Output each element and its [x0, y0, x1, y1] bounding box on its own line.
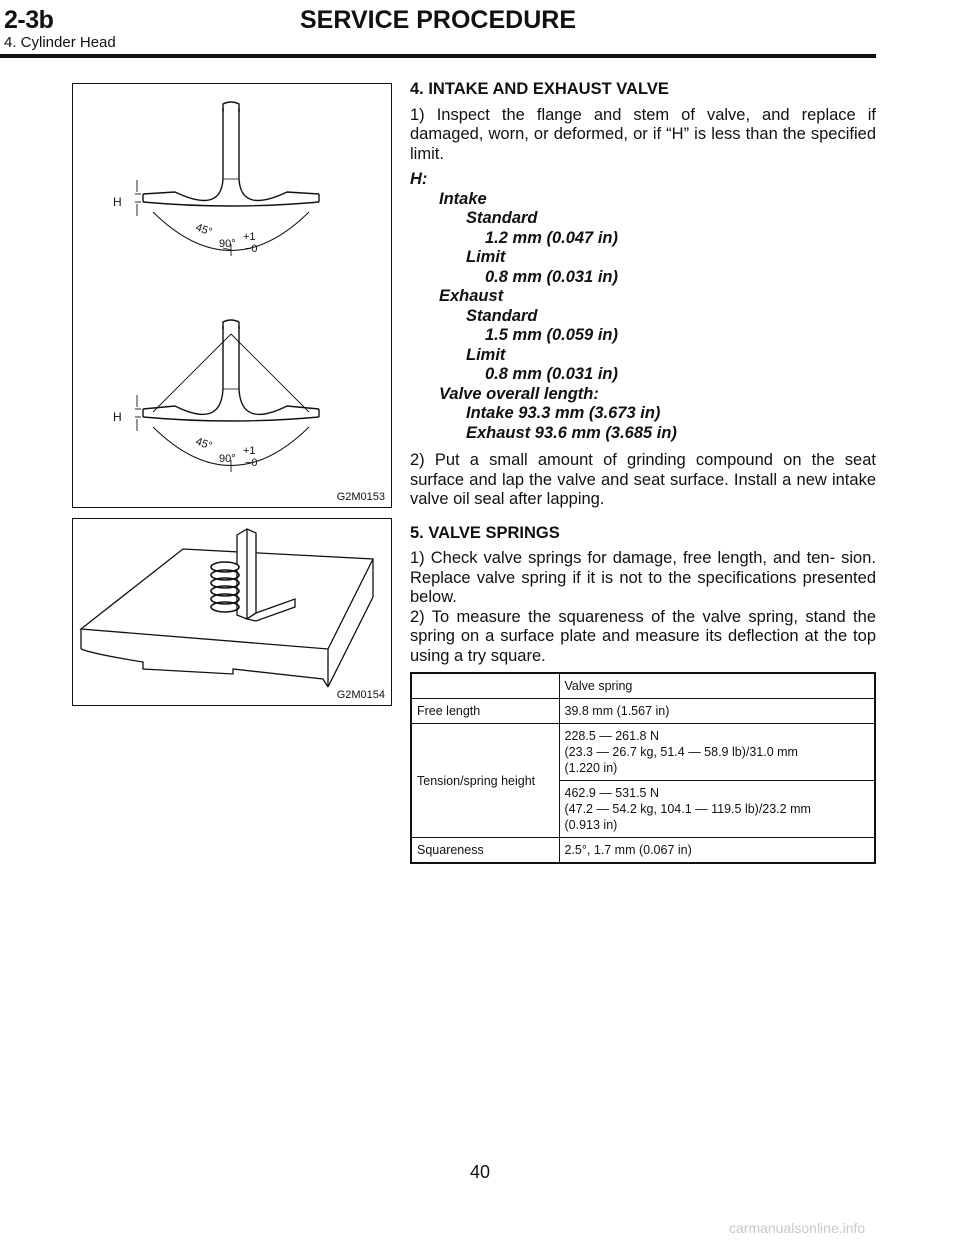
tol-minus-top: −0 — [245, 243, 258, 255]
table-row — [411, 838, 875, 864]
spec-exhaust-standard-value: 1.5 mm (0.059 in) — [485, 326, 618, 344]
angle45-label-top: 45° — [193, 221, 214, 239]
section-code: 2-3b — [4, 6, 54, 34]
valve-spring-spec-table — [410, 672, 876, 864]
main-content — [410, 80, 876, 864]
figure-spring-squareness — [72, 518, 392, 706]
spec-exhaust: Exhaust — [439, 287, 504, 305]
spec-overall-length: Valve overall length: — [439, 384, 599, 403]
tension-value-2-line-a: 462.9 — 531.5 N — [564, 786, 660, 800]
page-number: 40 — [469, 1162, 491, 1182]
figure-code: G2M0153 — [336, 491, 385, 503]
spec-block-valve — [410, 170, 876, 443]
spec-exhaust-limit: Limit — [466, 345, 506, 364]
tol-plus-top: +1 — [243, 231, 256, 243]
paragraph-lapping: 2) Put a small amount of grinding compound on the seat surface and lap the valve and seat surface. Install a new intake valve oil seal after lapping. — [410, 451, 876, 508]
tension-value-1-line-a: 228.5 — 261.8 N — [564, 729, 660, 743]
table-row — [411, 724, 875, 781]
spec-exhaust-limit-value: 0.8 mm (0.031 in) — [485, 365, 618, 383]
tol-minus-bottom: −0 — [245, 457, 258, 469]
page-header — [0, 0, 960, 60]
table-row — [411, 673, 875, 699]
table-cell-value — [559, 724, 875, 781]
table-cell-empty — [411, 673, 559, 699]
tension-value-2-line-c: (0.913 in) — [564, 818, 618, 832]
table-cell-value: 39.8 mm (1.567 in) — [559, 699, 875, 724]
page-title: SERVICE PROCEDURE — [300, 6, 576, 34]
paragraph-check-springs: 1) Check valve springs for damage, free length, and ten- sion. Replace valve spring if it is not to the specifications presented below. — [410, 549, 876, 606]
tension-value-1-line-c: (1.220 in) — [564, 761, 618, 775]
page-subtitle: 4. Cylinder Head — [4, 34, 116, 51]
spec-overall-intake: Intake 93.3 mm (3.673 in) — [466, 404, 661, 422]
spec-intake: Intake — [439, 189, 487, 208]
section-title-valve: 4. INTAKE AND EXHAUST VALVE — [410, 80, 669, 98]
table-cell-value — [559, 781, 875, 838]
tension-value-2-line-b: (47.2 — 54.2 kg, 104.1 — 119.5 lb)/23.2 mm — [564, 802, 811, 816]
angle90-label-top: 90° — [219, 238, 236, 250]
angle45-label-bottom: 45° — [193, 435, 214, 453]
watermark: carmanualsonline.info — [729, 1220, 866, 1236]
spacer — [410, 516, 876, 524]
spec-intake-standard: Standard — [466, 209, 538, 227]
table-cell-label: Free length — [411, 699, 559, 724]
valve-diagram — [73, 84, 393, 509]
spec-intake-standard-value: 1.2 mm (0.047 in) — [485, 228, 618, 247]
spec-intake-limit: Limit — [466, 248, 506, 266]
spec-overall-exhaust: Exhaust 93.6 mm (3.685 in) — [466, 423, 677, 442]
paragraph-squareness: 2) To measure the squareness of the valve spring, stand the spring on a surface plate and measure its deflection at the top using a try square. — [410, 607, 876, 665]
spec-h: H: — [410, 170, 428, 188]
table-cell-label: Tension/spring height — [411, 724, 559, 838]
table-cell-value: 2.5°, 1.7 mm (0.067 in) — [559, 838, 875, 864]
h-label-bottom: H — [113, 410, 122, 424]
header-rule — [0, 54, 876, 58]
table-header: Valve spring — [559, 673, 875, 699]
h-label-top: H — [113, 195, 122, 209]
figure-code: G2M0154 — [336, 689, 385, 701]
figure-valve-dimensions — [72, 83, 392, 508]
spec-intake-limit-value: 0.8 mm (0.031 in) — [485, 267, 618, 286]
paragraph-inspect: 1) Inspect the flange and stem of valve, and replace if damaged, worn, or deformed, or if “H” is less than the specified limit. — [410, 105, 876, 163]
spec-exhaust-standard: Standard — [466, 306, 538, 325]
table-cell-label: Squareness — [411, 838, 559, 864]
spacer — [410, 443, 876, 451]
section-title-springs: 5. VALVE SPRINGS — [410, 523, 560, 542]
tension-value-1-line-b: (23.3 — 26.7 kg, 51.4 — 58.9 lb)/31.0 mm — [564, 745, 798, 759]
angle90-label-bottom: 90° — [219, 453, 236, 465]
spring-diagram — [73, 519, 393, 707]
table-row — [411, 699, 875, 724]
tol-plus-bottom: +1 — [243, 445, 256, 457]
